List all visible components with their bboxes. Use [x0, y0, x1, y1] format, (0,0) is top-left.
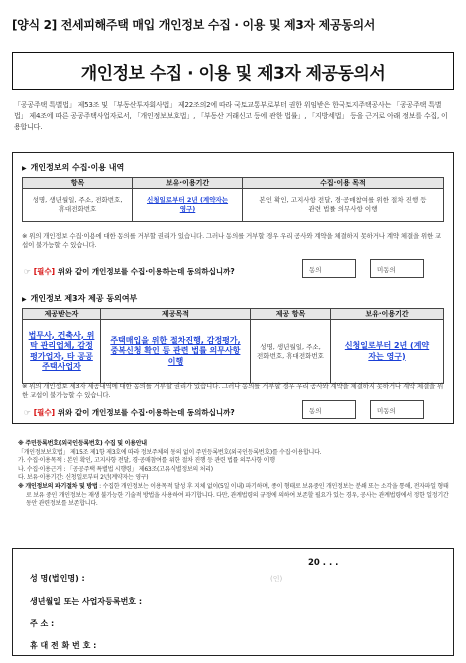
destroy-procedure: ※ 개인정보의 파기절차 및 방법 : 수집한 개인정보는 이용목적 달성 후 지체 없이(5일 이내) 파기하며, 종이 형태로 보유중인 개인정보는 분쇄 또는 소각을 통해, 전자파일 형태로 보유 중인 개인정보는 재생 불가능한 기술적 방법을 사용하여 파기합니다. 다만, 관계법령의 규정에 의하여 보존할 필요가 있는 경우, 공사는 관계법령에서 정한 일정기간 동안 관련정보를 보존합니다. — [18, 482, 449, 508]
table-row — [23, 320, 444, 384]
cell-purpose: 주택매입을 위한 절차진행, 감정평가, 중복신청 확인 등 관련 법률 의무사항 이행 — [101, 320, 251, 384]
table-row — [23, 189, 444, 222]
cell-period: 신청일로부터 2년 (계약자는 영구) — [331, 320, 444, 384]
section1-title: ▶ 개인정보의 수집·이용 내역 — [22, 163, 125, 172]
col-header-recipients: 제공받는자 — [23, 309, 101, 320]
section1-refusal-note: ※ 위의 개인정보 수집·이용에 대한 동의를 거부할 권리가 있습니다. 그러나 동의를 거부할 경우 우리 공사와 계약을 체결하지 못하거나 계약 체결을 위한 교섭이 불가능할 수 있습니다. — [22, 232, 441, 249]
triangle-bullet-icon: ▶ — [22, 165, 27, 172]
form-number-title: [양식 2] 전세피해주택 매입 개인정보 수집 · 이용 및 제3자 제공동의서 — [12, 18, 376, 32]
resident-number-guide — [18, 440, 454, 509]
guide-heading: ※ 주민등록번호(외국인등록번호) 수집 및 이용안내 — [18, 440, 147, 447]
cell-recipients: 법무사, 건축사, 위탁 관리업체, 감정평가업자, 타 공공주택사업자 — [23, 320, 101, 384]
main-title: 개인정보 수집 · 이용 및 제3자 제공동의서 — [80, 63, 386, 84]
mobile-phone-label: 휴 대 전 화 번 호 : — [30, 641, 97, 650]
col-header-items: 항목 — [23, 178, 133, 189]
pointing-hand-icon: ☞ — [24, 408, 31, 417]
col-header-period: 보유·이용기간 — [133, 178, 243, 189]
collection-table — [22, 177, 444, 222]
cell-items: 성명, 생년월일, 주소, 전화번호, 휴대전화번호 — [23, 189, 133, 222]
cell-period: 신청일로부터 2년 (계약자는 영구) — [133, 189, 243, 222]
section2-title: ▶ 개인정보 제3자 제공 동의여부 — [22, 294, 138, 303]
guide-line: 다. 보유·이용기간: 신청일로부터 2년(계약자는 영구) — [18, 474, 149, 482]
triangle-bullet-icon: ▶ — [22, 296, 27, 303]
section1-disagree-box[interactable]: 미동의 — [370, 259, 424, 278]
section2-refusal-note: ※ 위의 개인정보 제3자 제공내역에 대한 동의를 거부할 권리가 있습니다. 그러나 동의를 거부할 경우 우리 공사와 계약을 체결하지 못하거나 계약 체결을 위한 교섭이 불가능할 수 있습니다. — [22, 382, 444, 399]
section1-agree-box[interactable]: 동의 — [302, 259, 356, 278]
section2-question: ☞ [필수] 위와 같이 개인정보를 수집·이용하는데 동의하십니까? — [24, 408, 235, 417]
third-party-table — [22, 308, 444, 384]
col-header-items: 제공 항목 — [251, 309, 331, 320]
name-label: 성 명(법인명) : — [30, 574, 85, 583]
section2-agree-box[interactable]: 동의 — [302, 400, 356, 419]
date-line[interactable]: 20 . . . — [308, 558, 339, 568]
cell-items: 성명, 생년월일, 주소, 전화번호, 휴대전화번호 — [251, 320, 331, 384]
col-header-period: 보유·이용기간 — [331, 309, 444, 320]
pointing-hand-icon: ☞ — [24, 267, 31, 276]
table-header-row — [23, 309, 444, 320]
guide-line: 나. 수집·이용근거 : 「공공주택 특별법 시행령」 제63조(고유식별정보의 처리) — [18, 465, 213, 473]
guide-line: 가. 수집·이용목적 : 본인 확인, 고지사항 전달, 경·공매참여를 위한 절차 진행 등 관련 법률 의무사항 이행 — [18, 457, 275, 465]
col-header-purpose: 수집·이용 목적 — [243, 178, 444, 189]
guide-line: 「개인정보보호법」 제15조 제1항 제3호에 따라 정보주체의 동의 없이 주민등록번호(외국인등록번호)를 수집·이용합니다. — [18, 448, 322, 456]
address-label: 주 소 : — [30, 619, 55, 628]
cell-purpose: 본인 확인, 고지사항 전달, 경·공매참여를 위한 절차 진행 등 관련 법률 의무사항 이행 — [243, 189, 444, 222]
intro-text: 「공공주택 특별법」 제53조 및 「부동산투자회사법」 제22조의2에 따라 국토교통부로부터 권한 위임받은 한국토지주택공사는 「공공주택 특별법」 제4조에 따른 공공주택사업자로서, 「개인정보보호법」, 「부동산 거래신고 등에 관한 법률」, 「지방세법」 등을 근거로 아래 정보를 수집, 이용합니다. — [14, 101, 448, 131]
section2-disagree-box[interactable]: 미동의 — [370, 400, 424, 419]
col-header-purpose: 제공목적 — [101, 309, 251, 320]
table-header-row — [23, 178, 444, 189]
section1-question: ☞ [필수] 위와 같이 개인정보를 수집·이용하는데 동의하십니까? — [24, 267, 235, 276]
seal-mark: (인) — [270, 575, 283, 583]
main-title-box — [12, 52, 454, 90]
birth-or-business-number-label: 생년월일 또는 사업자등록번호 : — [30, 597, 143, 606]
